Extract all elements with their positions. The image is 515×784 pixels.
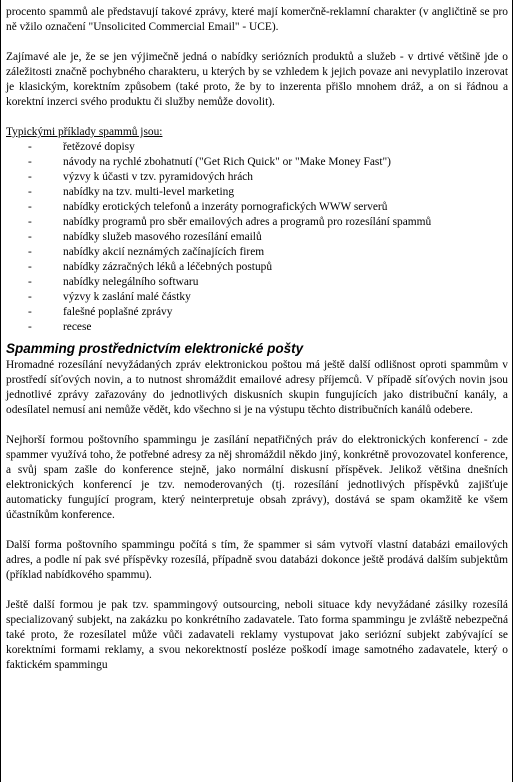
list-item <box>6 260 508 275</box>
list-item <box>6 200 508 215</box>
list-item-text: nabídky zázračných léků a léčebných postupů <box>63 261 273 273</box>
intro-paragraph: Zajímavé ale je, že se jen výjimečně jedná o nabídky seriózních produktů a služeb - v drtivé většině jde o záležitosti značně pochybného charakteru, u kterých by se vzhledem k jejich povaze ani nevyplatilo inzerovat je klasickým, korektním způsobem (také proto, že by to inzerenta přišlo mnohem dráž, a on si řádnou a korektní inzerci svého produktu či služby nemůže dovolit). <box>6 51 508 108</box>
list-item-text: nabídky nelegálního softwaru <box>63 276 199 288</box>
list-item <box>6 140 508 155</box>
list-item <box>6 185 508 200</box>
list-item <box>6 155 508 170</box>
bullet-dash: - <box>28 141 32 153</box>
list-item-text: výzvy k zaslání malé částky <box>63 291 191 303</box>
list-item-text: nabídky služeb masového rozesílání emailů <box>63 231 262 243</box>
list-item-text: nabídky akcií neznámých začínajících firem <box>63 246 265 258</box>
bullet-dash: - <box>28 201 32 213</box>
intro-paragraph: procento spammů ale představují takové zprávy, které mají komerčně-reklamní charakter (v angličtině se pro ně vžilo označení "Unsolicited Commercial Email" - UCE). <box>6 6 508 33</box>
bullet-dash: - <box>28 291 32 303</box>
list-item <box>6 275 508 290</box>
list-item <box>6 290 508 305</box>
bullet-dash: - <box>28 261 32 273</box>
list-item-text: nabídky erotických telefonů a inzeráty pornografických WWW serverů <box>63 201 388 213</box>
examples-list <box>6 140 508 335</box>
bullet-dash: - <box>28 186 32 198</box>
section-paragraph: Ještě další formou je pak tzv. spammingový outsourcing, neboli situace kdy nevyžádané zásilky rozesílá specializovaný subjekt, na zakázku po konkrétního zadavatele. Tato forma spammingu je zvláště nebezpečná také proto, že rozesílatel může vůči zadavateli reklamy vystupovat jako seriózní subjekt zabývající se korektními formami reklamy, a svou nekorektností posléze poškodí image samotného zadavatele, který o faktickém spammingu <box>6 599 508 671</box>
bullet-dash: - <box>28 246 32 258</box>
list-item <box>6 320 508 335</box>
list-item <box>6 215 508 230</box>
list-item <box>6 230 508 245</box>
section-paragraph: Hromadné rozesílání nevyžádaných zpráv elektronickou poštou má ještě další odlišnost oproti spammům v prostředí síťových novin, a to nutnost shromáždit emailové adresy příjemců. V případě síťových novin jsou jednotlivé zprávy zařazovány do jednotlivých diskusních skupin fungujících jako distribuční kanály, a odesílatel nemusí ani nemůže vědět, kdo všechno si je na výstupu těchto distribučních kanálů odebere. <box>6 359 508 416</box>
bullet-dash: - <box>28 321 32 333</box>
list-item-text: falešné poplašné zprávy <box>63 306 173 318</box>
bullet-dash: - <box>28 276 32 288</box>
bullet-dash: - <box>28 216 32 228</box>
list-item <box>6 305 508 320</box>
section-paragraph: Další forma poštovního spammingu počítá s tím, že spammer si sám vytvoří vlastní databázi emailových adres, a podle ní pak své příspěvky rozesílá, případně svou databázi dokonce ještě prodává dalším subjektům (příklad nabídkového spammu). <box>6 539 508 581</box>
examples-heading: Typickými příklady spammů jsou: <box>6 126 163 138</box>
list-item-text: nabídky na tzv. multi-level marketing <box>63 186 235 198</box>
section-title: Spamming prostřednictvím elektronické pošty <box>6 341 304 356</box>
list-item-text: nabídky programů pro sběr emailových adres a programů pro rozesílání spammů <box>63 216 432 228</box>
list-item-text: návody na rychlé zbohatnutí ("Get Rich Quick" or "Make Money Fast") <box>63 156 391 168</box>
bullet-dash: - <box>28 306 32 318</box>
list-item-text: recese <box>63 321 92 333</box>
section-paragraph: Nejhorší formou poštovního spammingu je zasílání nepatřičných práv do elektronických konferencí - zde spammer využívá toho, že potřebné adresy za něj shromáždil někdo jiný, konkrétně provozovatel konference, a svůj spam zašle do konference stejně, jako normální diskusní příspěvek. Jelikož většina dnešních elektronických konferencí je tzv. nemoderovaných (tj. rozesílání jednotlivých příspěvků zajišťuje automaticky fungující program, který neinterpretuje obsah zprávy), dostává se spam okamžitě ke všem účastníkům konference. <box>6 434 508 521</box>
list-item-text: řetězové dopisy <box>63 141 135 153</box>
bullet-dash: - <box>28 231 32 243</box>
list-item-text: výzvy k účasti v tzv. pyramidových hrách <box>63 171 253 183</box>
list-item <box>6 245 508 260</box>
list-item <box>6 170 508 185</box>
bullet-dash: - <box>28 156 32 168</box>
bullet-dash: - <box>28 171 32 183</box>
